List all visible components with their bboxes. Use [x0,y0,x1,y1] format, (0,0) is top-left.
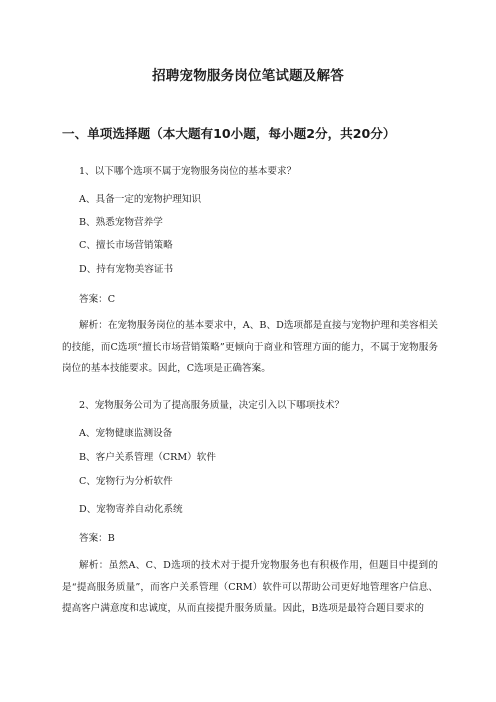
section-heading: 一、单项选择题（本大题有10小题，每小题2分，共20分） [62,126,396,141]
explanation: 解析：在宠物服务岗位的基本要求中，A、B、D选项都是直接与宠物护理和美容相关的技能，而C选项“擅长市场营销策略”更倾向于商业和管理方面的能力，不属于宠物服务岗位的基本技能要求。因此，C选项是正确答案。 [62,320,438,375]
answer: 答案：C [79,294,116,305]
option-d: D、宠物寄养自动化系统 [79,504,183,515]
option-c: C、宠物行为分析软件 [79,476,173,487]
question-stem: 2、宠物服务公司为了提高服务质量，决定引入以下哪项技术？ [79,400,345,411]
option-a: A、宠物健康监测设备 [79,428,173,439]
option-b: B、客户关系管理（CRM）软件 [79,452,216,463]
option-a: A、具备一定的宠物护理知识 [79,194,202,205]
explanation: 解析：虽然A、C、D选项的技术对于提升宠物服务也有积极作用，但题目中提到的是“提高服务质量”，而客户关系管理（CRM）软件可以帮助公司更好地管理客户信息、提高客户满意度和忠诚度，从而直接提升服务质量。因此，B选项是最符合题目要求的 [62,560,438,615]
option-d: D、持有宠物美容证书 [79,264,174,275]
document-title: 招聘宠物服务岗位笔试题及解答 [152,68,344,84]
option-b: B、熟悉宠物营养学 [79,217,163,228]
option-c: C、擅长市场营销策略 [79,240,173,251]
answer: 答案：B [79,533,115,544]
question-stem: 1、以下哪个选项不属于宠物服务岗位的基本要求？ [79,166,297,177]
